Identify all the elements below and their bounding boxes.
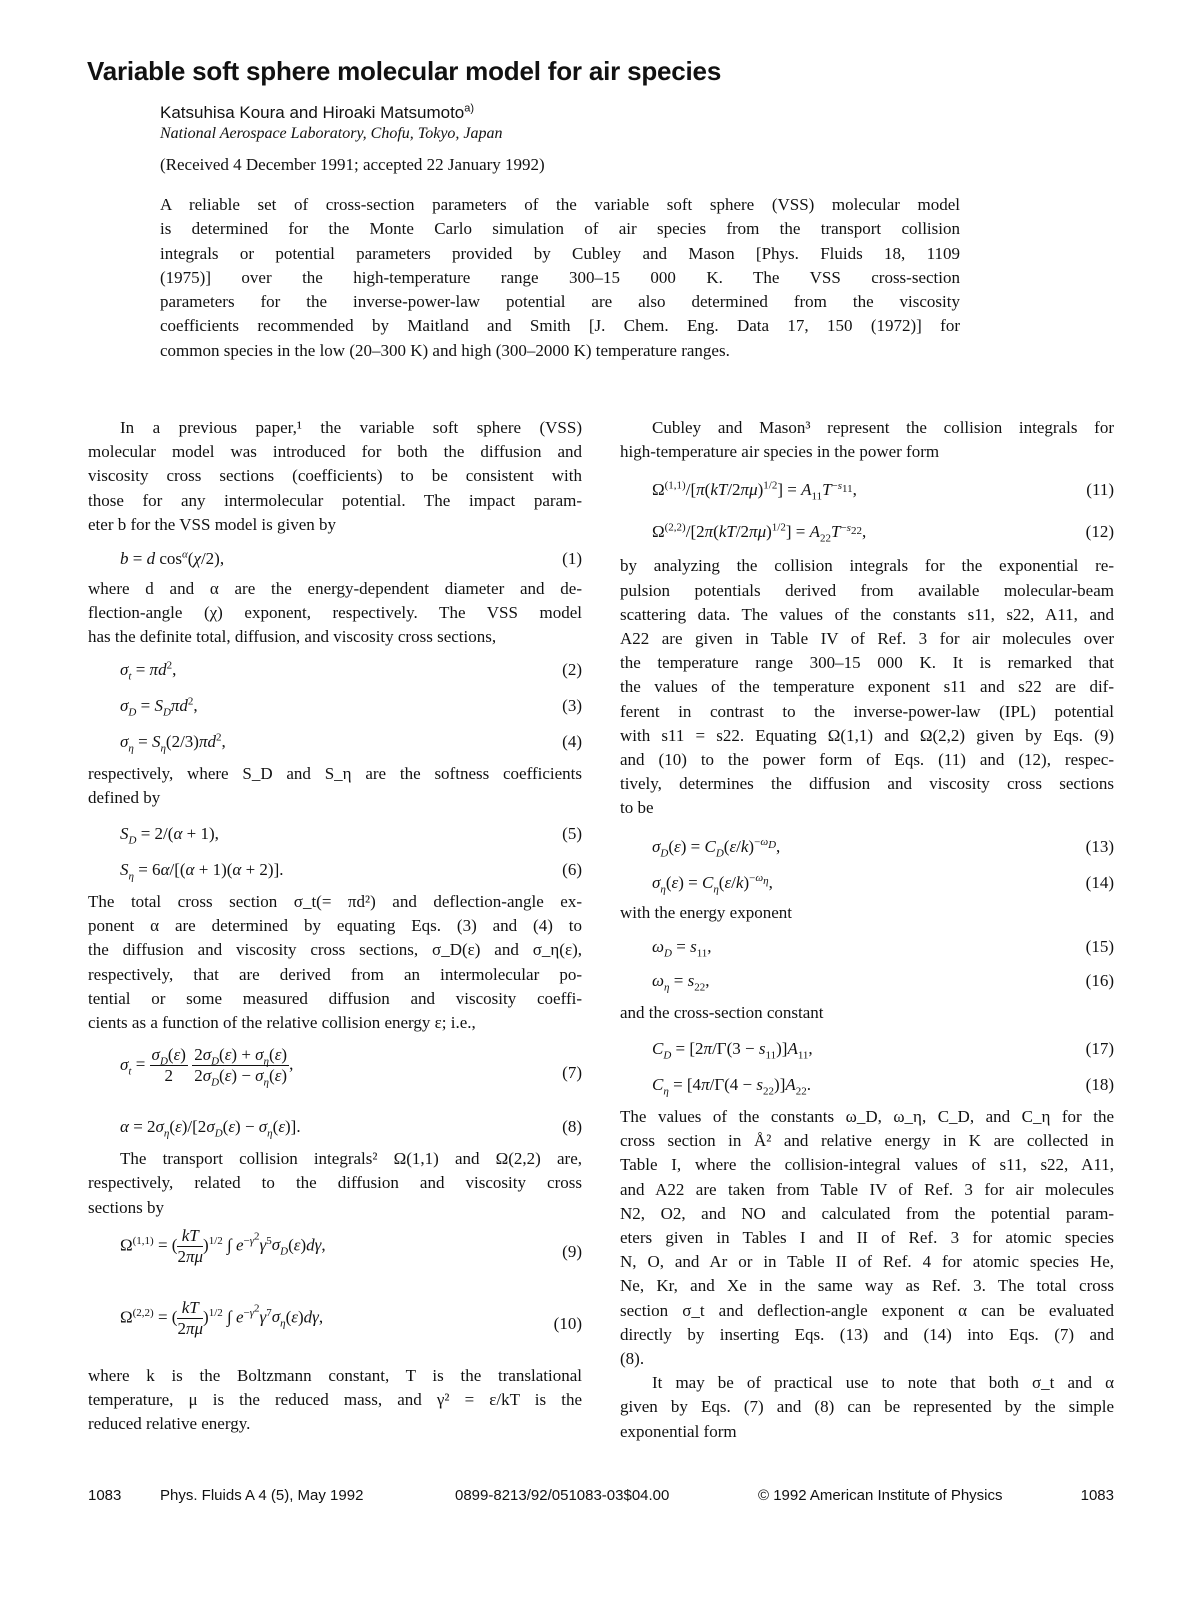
equation-number: (1)	[562, 549, 582, 569]
equation-number: (18)	[1085, 1075, 1114, 1095]
text-line: where k is the Boltzmann constant, T is the translational	[88, 1365, 582, 1385]
article-code: 0899-8213/92/051083-03$04.00	[455, 1487, 670, 1504]
page-number-left: 1083	[88, 1487, 122, 1504]
text-line: respectively, that are derived from an intermolecular po-	[88, 964, 582, 984]
authors-text: Katsuhisa Koura and Hiroaki Matsumoto	[160, 103, 465, 122]
text-line: with s11 = s22. Equating Ω(1,1) and Ω(2,2) given by Eqs. (9)	[620, 725, 1114, 745]
text-line: and A22 are taken from Table IV of Ref. 3 for air molecules	[620, 1179, 1114, 1199]
equation-number: (17)	[1085, 1039, 1114, 1059]
text-line: temperature, μ is the reduced mass, and γ² = ε/kT is the	[88, 1390, 582, 1410]
equation-number: (8)	[562, 1117, 582, 1137]
text-line: with the energy exponent	[620, 902, 793, 922]
text-line: to be	[620, 798, 654, 818]
equation-number: (14)	[1085, 872, 1114, 892]
text-line: (8).	[620, 1349, 645, 1369]
author-footnote-mark: a)	[464, 102, 475, 115]
text-line: flection-angle (χ) exponent, respectively. The VSS model	[88, 603, 582, 623]
equation-12: $\Omega^{(2,2)}/[2\pi(kT/2\pi\mu)^{1/2}] = A_{22}T^{-s_{22}}$, (12)	[652, 521, 1114, 545]
equation-6: $S_\eta = 6\alpha/[(\alpha + 1)(\alpha + 2)]$. (6)	[120, 860, 582, 883]
abstract-line: common species in the low (20–300 K) and high (300–2000 K) temperature ranges.	[160, 340, 730, 360]
text-line: The total cross section σ_t(= πd²) and deflection-angle ex-	[88, 892, 582, 912]
abstract-line: coefficients recommended by Maitland and Smith [J. Chem. Eng. Data 17, 150 (1972)] for	[160, 316, 960, 336]
equation-17: $C_D = [2\pi/\Gamma(3 - s_{11})]A_{11}$, (17)	[652, 1039, 1114, 1062]
equation-10: Ω$^{(2,2)}$ = ( $\frac{kT}{2\pi\mu}$ )$^{1/2}$ ∫ $e^{-\gamma^2}\gamma^7\sigma_\eta(\varepsilon)d\gamma$, (10)	[120, 1297, 582, 1338]
text-line: where d and α are the energy-dependent diameter and de-	[88, 579, 582, 599]
text-line: directly by inserting Eqs. (13) and (14) into Eqs. (7) and	[620, 1324, 1114, 1344]
equation-2: $\sigma_t = \pi d^2$, (2)	[120, 658, 582, 683]
equation-number: (11)	[1086, 480, 1114, 500]
equation-16: $\omega_\eta = s_{22}$, (16)	[652, 970, 1114, 994]
equation-13: $\sigma_D(\varepsilon) = C_D(\varepsilon/k)^{-\omega_D}$, (13)	[652, 835, 1114, 860]
equation-8: $\alpha = 2\sigma_\eta(\varepsilon)/[2\sigma_D(\varepsilon) - \sigma_\eta(\varepsilon)]$. (8)	[120, 1117, 582, 1140]
equation-number: (4)	[562, 731, 582, 751]
copyright: © 1992 American Institute of Physics	[758, 1487, 1003, 1504]
text-line: eter b for the VSS model is given by	[88, 514, 337, 534]
equation-4: $\sigma_\eta = S_\eta(2/3)\pi d^2$, (4)	[120, 730, 582, 755]
equation-11: $\Omega^{(1,1)}/[\pi(kT/2\pi\mu)^{1/2}] = A_{11}T^{-s_{11}}$, (11)	[652, 479, 1114, 503]
text-line: scattering data. The values of the constants s11, s22, A11, and	[620, 604, 1114, 624]
text-line: Ne, Kr, and Xe in the same way as Ref. 3. The total cross	[620, 1276, 1114, 1296]
equation-7: $\sigma_t$ = $\frac{\sigma_D(\varepsilon)}{2}$ $\frac{2\sigma_D(\varepsilon) + \sigma_\eta(\varepsilon)}{2\sigma_D(\varepsilon) - \sigma_\eta(\varepsilon)}$ , (7)	[120, 1045, 582, 1089]
equation-15: $\omega_D = s_{11}$, (15)	[652, 936, 1114, 960]
equation-14: $\sigma_\eta(\varepsilon) = C_\eta(\varepsilon/k)^{-\omega_\eta}$, (14)	[652, 871, 1114, 896]
equation-number: (15)	[1085, 936, 1114, 956]
equation-1: b = d $\cos^\alpha(\chi/2)$, (1)	[88, 537, 582, 577]
equation-number: (7)	[562, 1063, 582, 1083]
text-line: ponent α are determined by equating Eqs. (3) and (4) to	[88, 916, 582, 936]
text-line: those for any intermolecular potential. The impact param-	[88, 490, 582, 510]
text-line: respectively, where S_D and S_η are the softness coefficients	[88, 763, 582, 783]
text-line: tential or some measured diffusion and viscosity coeffi-	[88, 988, 582, 1008]
text-line: and the cross-section constant	[620, 1002, 824, 1022]
text-line: molecular model was introduced for both the diffusion and	[88, 442, 582, 462]
abstract-line: (1975)] over the high-temperature range 300–15 000 K. The VSS cross-section	[160, 267, 960, 287]
text-line: has the definite total, diffusion, and viscosity cross sections,	[88, 627, 497, 647]
equation-number: (5)	[562, 824, 582, 844]
text-line: tively, determines the diffusion and viscosity cross sections	[620, 774, 1114, 794]
text-line: the diffusion and viscosity cross sections, σ_D(ε) and σ_η(ε),	[88, 940, 582, 960]
text-line: The values of the constants ω_D, ω_η, C_D, and C_η for the	[620, 1107, 1114, 1127]
affiliation: National Aerospace Laboratory, Chofu, Tokyo, Japan	[160, 125, 503, 142]
text-line: The transport collision integrals² Ω(1,1) and Ω(2,2) are,	[120, 1149, 582, 1169]
text-line: cients as a function of the relative collision energy ε; i.e.,	[88, 1013, 476, 1033]
left-column	[88, 416, 582, 1436]
received-date: (Received 4 December 1991; accepted 22 January 1992)	[160, 155, 545, 174]
abstract-line: is determined for the Monte Carlo simulation of air species from the transport collision	[160, 219, 960, 239]
paper-authors	[160, 103, 474, 123]
equation-number: (3)	[562, 695, 582, 715]
equation-5: $S_D = 2/(\alpha + 1)$, (5)	[120, 824, 582, 847]
text-line: the temperature range 300–15 000 K. It is remarked that	[620, 653, 1114, 673]
text-line: N2, O2, and NO and calculated from the potential param-	[620, 1203, 1114, 1223]
equation-number: (2)	[562, 659, 582, 679]
text-line: reduced relative energy.	[88, 1414, 251, 1434]
text-line: given by Eqs. (7) and (8) can be represented by the simple	[620, 1397, 1114, 1417]
equation-18: $C_\eta = [4\pi/\Gamma(4 - s_{22})]A_{22}$. (18)	[652, 1075, 1114, 1098]
text-line: viscosity cross sections (coefficients) to be consistent with	[88, 466, 582, 486]
equation-number: (13)	[1085, 836, 1114, 856]
equation-number: (16)	[1085, 970, 1114, 990]
text-line: ferent in contrast to the inverse-power-law (IPL) potential	[620, 701, 1114, 721]
text-line: section σ_t and deflection-angle exponent α can be evaluated	[620, 1300, 1114, 1320]
paper-title: Variable soft sphere molecular model for air species	[87, 56, 722, 86]
text-line: defined by	[88, 787, 161, 807]
abstract-line: integrals or potential parameters provided by Cubley and Mason [Phys. Fluids 18, 1109	[160, 243, 960, 263]
text-line: sections by	[88, 1197, 165, 1217]
text-line: eters given in Tables I and II of Ref. 3 for atomic species	[620, 1228, 1114, 1248]
text-line: cross section in Å² and relative energy in K are collected in	[620, 1131, 1114, 1151]
abstract-line: parameters for the inverse-power-law potential are also determined from the viscosity	[160, 292, 960, 312]
text-line: the values of the temperature exponent s11 and s22 are dif-	[620, 677, 1114, 697]
text-line: respectively, related to the diffusion and viscosity cross	[88, 1173, 582, 1193]
equation-number: (12)	[1085, 522, 1114, 542]
abstract	[160, 193, 960, 363]
equation-3: $\sigma_D = S_D\pi d^2$, (3)	[120, 694, 582, 719]
equation-9: Ω$^{(1,1)}$ = ( $\frac{kT}{2\pi\mu}$ )$^{1/2}$ ∫ $e^{-\gamma^2}\gamma^5\sigma_D(\varepsilon)d\gamma$, (9)	[120, 1225, 582, 1266]
abstract-line: A reliable set of cross-section parameters of the variable soft sphere (VSS) molecular model	[160, 195, 960, 214]
text-line: pulsion potentials derived from available molecular-beam	[620, 580, 1114, 600]
text-line: by analyzing the collision integrals for the exponential re-	[620, 556, 1114, 576]
right-column	[620, 416, 1114, 1444]
text-line: exponential form	[620, 1421, 737, 1441]
text-line: N, O, and Ar or in Table II of Ref. 4 for atomic species He,	[620, 1252, 1114, 1272]
text-line: Table I, where the collision-integral values of s11, s22, A11,	[620, 1155, 1114, 1175]
text-line: In a previous paper,¹ the variable soft sphere (VSS)	[120, 418, 582, 437]
equation-number: (6)	[562, 860, 582, 880]
journal-citation: Phys. Fluids A 4 (5), May 1992	[160, 1487, 364, 1504]
text-line: and (10) to the power form of Eqs. (11) and (12), respec-	[620, 750, 1114, 770]
equation-number: (10)	[553, 1313, 582, 1333]
text-line: It may be of practical use to note that both σ_t and α	[652, 1373, 1114, 1393]
text-line: high-temperature air species in the power form	[620, 442, 940, 462]
equation-number: (9)	[562, 1241, 582, 1261]
text-line: A22 are given in Table IV of Ref. 3 for air molecules over	[620, 629, 1114, 649]
page-number-right: 1083	[1080, 1487, 1114, 1504]
text-line: Cubley and Mason³ represent the collision integrals for	[652, 418, 1114, 437]
